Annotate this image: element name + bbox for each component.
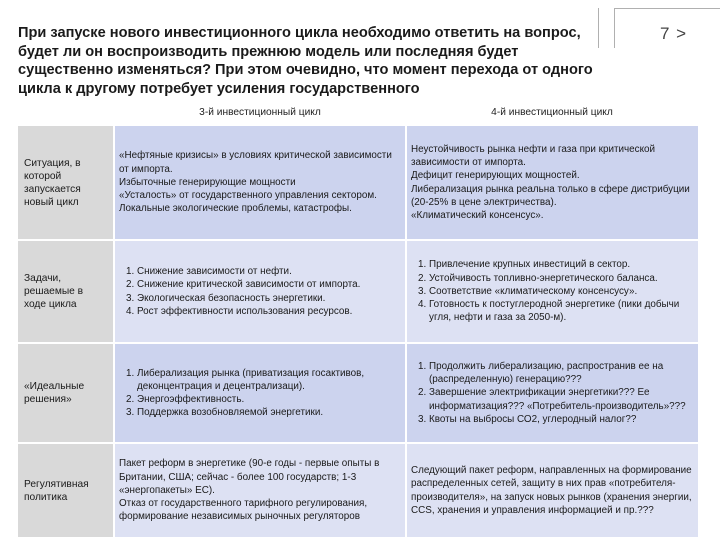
list-item: 2. Устойчивость топливно-энергетического баланса. — [429, 272, 694, 285]
table-header-row — [18, 100, 698, 125]
text-line: Неустойчивость рынка нефти и газа при критической зависимости от импорта. — [411, 143, 656, 169]
list-item: 1. Привлечение крупных инвестиций в сектор. — [429, 258, 694, 271]
list-item: 3. Соответствие «климатическому консенсусу». — [429, 285, 694, 298]
text-line: Либерализация рынка реальна только в сфере дистрибуции (20-25% в цене электричества). — [411, 183, 690, 208]
list-item: 1. Либерализация рынка (приватизация госактивов, деконцентрация и децентрализаци). — [137, 367, 401, 393]
list-item: 2. Снижение критической зависимости от импорта. — [137, 278, 401, 291]
slide-title: При запуске нового инвестиционного цикла необходимо ответить на вопрос, будет ли он воспроизводить прежнюю модель или последняя будет существенно изменяться? При этом очевидно, что момент перехода от одного цикла к другому потребует усиления государственного — [18, 25, 593, 97]
text-line: Отказ от государственного тарифного регулирования, формирование независимых рыночных регуляторов — [119, 498, 368, 523]
text-line: Локальные экологические проблемы, катастрофы. — [119, 203, 352, 215]
cell-cycle3-policy — [114, 443, 406, 537]
table-row — [18, 240, 698, 343]
cell-cycle4-policy — [406, 443, 698, 537]
text-line: Пакет реформ в энергетике (90-е годы - первые опыты в Британии, США; сейчас - более 100 государств; 1-3 «энергопакеты» ЕС). — [119, 458, 380, 496]
row-label-tasks: Задачи, решаемые в ходе цикла — [18, 240, 114, 343]
cell-cycle3-situation — [114, 125, 406, 240]
text-line: «Усталость» от государственного управления сектором. — [119, 190, 377, 202]
cell-cycle3-tasks — [114, 240, 406, 343]
text-line: Дефицит генерирующих мощностей. — [411, 170, 580, 182]
list-item: 2. Завершение электрификации энергетики??? Ее информатизация??? «Потребитель-производитель»??? — [429, 386, 694, 412]
row-label-ideal-solutions: «Идеальные решения» — [18, 343, 114, 443]
list-item: 4. Готовность к постуглеродной энергетике (пики добычи угля, нефти и газа за 2050-м). — [429, 298, 694, 324]
list-item: 1. Продолжить либерализацию, распространив ее на (распределенную) генерацию??? — [429, 360, 694, 386]
cell-cycle4-tasks — [406, 240, 698, 343]
header-divider-line — [598, 8, 599, 48]
text-line: «Нефтяные кризисы» в условиях критической зависимости от импорта. — [119, 150, 392, 175]
table-row — [18, 125, 698, 240]
header-empty — [18, 100, 114, 125]
investment-cycles-table — [18, 100, 698, 537]
text-line: Избыточные генерирующие мощности — [119, 176, 296, 188]
text-line: «Климатический консенсус». — [411, 209, 544, 221]
row-label-situation: Ситуация, в которой запускается новый цикл — [18, 125, 114, 240]
header-cycle-4: 4-й инвестиционный цикл — [406, 100, 698, 125]
numbered-list — [411, 360, 694, 426]
list-item: 2. Энергоэффективность. — [137, 393, 401, 406]
numbered-list — [119, 265, 401, 318]
list-item: 3. Поддержка возобновляемой энергетики. — [137, 406, 401, 419]
cell-cycle4-situation — [406, 125, 698, 240]
table-row — [18, 343, 698, 443]
numbered-list — [411, 258, 694, 324]
list-item: 3. Квоты на выбросы СО2, углеродный налог?? — [429, 413, 694, 426]
cell-cycle4-solutions — [406, 343, 698, 443]
list-item: 4. Рост эффективности использования ресурсов. — [137, 305, 401, 318]
table-row — [18, 443, 698, 537]
list-item: 3. Экологическая безопасность энергетики. — [137, 292, 401, 305]
text-line: Следующий пакет реформ, направленных на формирование распределенных сетей, защиту в них прав «потребителя-производителя», на запуск новых рынков (хранения энергии, CCS, хранения и управления информацией и пр.??? — [411, 465, 692, 516]
numbered-list — [119, 367, 401, 420]
page-number[interactable]: 7 > — [660, 24, 688, 43]
cell-cycle3-solutions — [114, 343, 406, 443]
row-label-regulatory-policy: Регулятивная политика — [18, 443, 114, 537]
list-item: 1. Снижение зависимости от нефти. — [137, 265, 401, 278]
header-cycle-3: 3-й инвестиционный цикл — [114, 100, 406, 125]
